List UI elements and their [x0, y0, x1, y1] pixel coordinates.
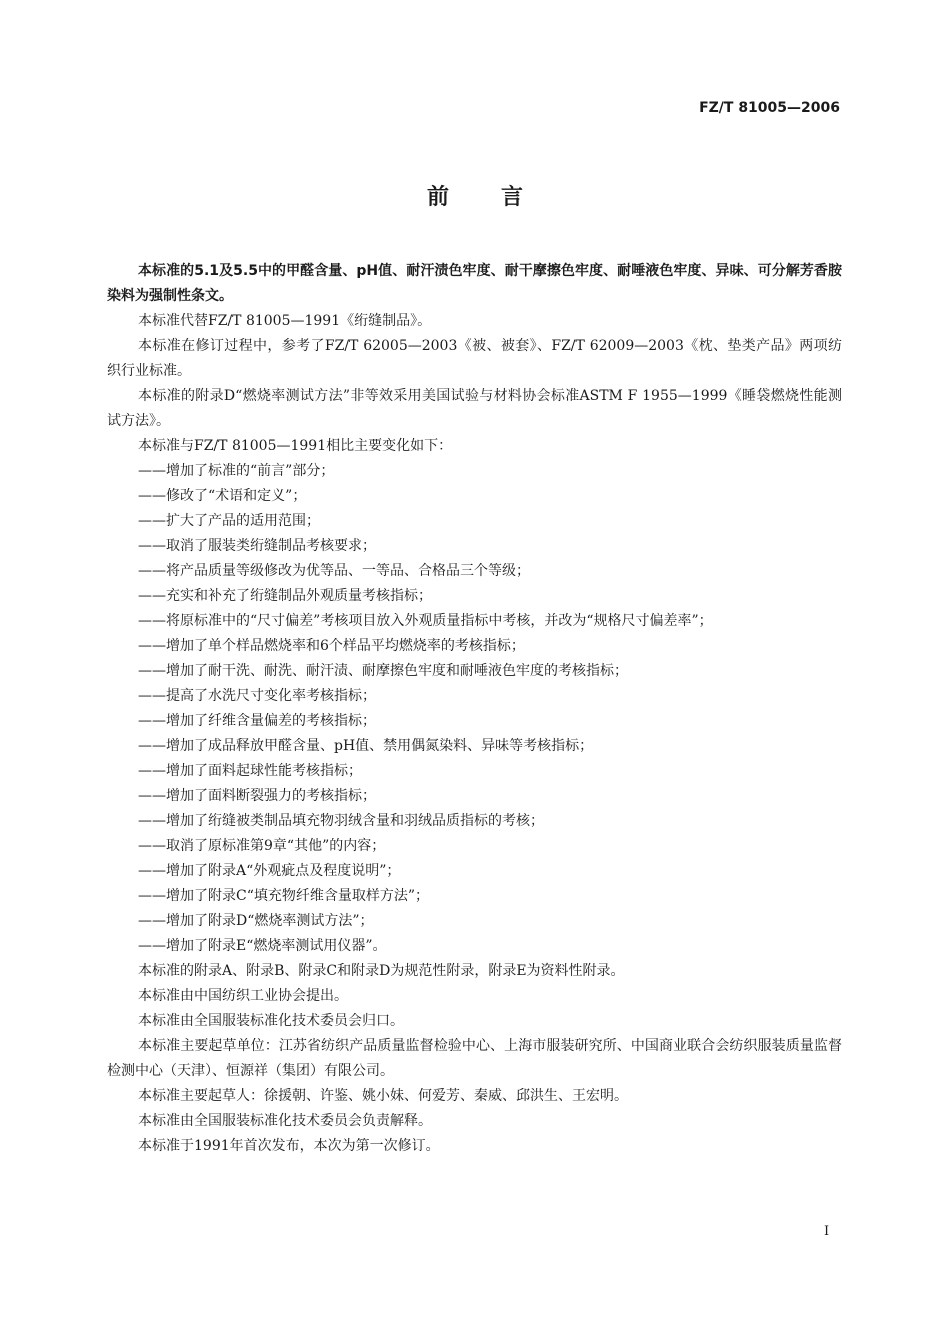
page-title: 前言: [426, 185, 575, 210]
standard-number: FZ/T 81005—2006: [699, 100, 840, 116]
change-item: ——提高了水洗尺寸变化率考核指标；: [138, 688, 376, 704]
annex-classification-paragraph: 本标准的附录A、附录B、附录C和附录D为规范性附录，附录E为资料性附录。: [138, 963, 625, 979]
change-item: ——修改了“术语和定义”；: [138, 488, 307, 504]
change-item: ——增加了成品释放甲醛含量、pH值、禁用偶氮染料、异味等考核指标；: [138, 738, 594, 754]
change-item: ——增加了附录E“燃烧率测试用仪器”。: [138, 938, 387, 954]
change-item: ——增加了面料起球性能考核指标；: [138, 763, 362, 779]
change-item: ——增加了标准的“前言”部分；: [138, 463, 335, 479]
proposer-paragraph: 本标准由中国纺织工业协会提出。: [138, 988, 348, 1004]
change-item: ——增加了纤维含量偏差的考核指标；: [138, 713, 376, 729]
change-item: ——扩大了产品的适用范围；: [138, 513, 320, 529]
change-item: ——增加了耐干洗、耐洗、耐汗渍、耐摩擦色牢度和耐唾液色牢度的考核指标；: [138, 663, 628, 679]
change-item: ——将产品质量等级修改为优等品、一等品、合格品三个等级；: [138, 563, 530, 579]
change-item: ——取消了服装类绗缝制品考核要求；: [138, 538, 376, 554]
publication-history-paragraph: 本标准于1991年首次发布，本次为第一次修订。: [138, 1138, 440, 1154]
change-item: ——取消了原标准第9章“其他”的内容；: [138, 838, 386, 854]
reference-paragraph: 本标准在修订过程中，参考了FZ/T 62005—2003《被、被套》、FZ/T 62009—2003《枕、垫类产品》两项纺织行业标准。: [107, 338, 842, 379]
change-item: ——增加了附录C“填充物纤维含量取样方法”；: [138, 888, 430, 904]
committee-paragraph: 本标准由全国服装标准化技术委员会归口。: [138, 1013, 404, 1029]
change-item: ——增加了附录D“燃烧率测试方法”；: [138, 913, 374, 929]
mandatory-clause-paragraph: 本标准的5.1及5.5中的甲醛含量、pH值、耐汗渍色牢度、耐干摩擦色牢度、耐唾液色牢度、异味、可分解芳香胺染料为强制性条文。: [107, 263, 842, 304]
annex-d-paragraph: 本标准的附录D“燃烧率测试方法”非等效采用美国试验与材料协会标准ASTM F 1955—1999《睡袋燃烧性能测试方法》。: [107, 388, 842, 429]
change-item: ——将原标准中的“尺寸偏差”考核项目放入外观质量指标中考核，并改为“规格尺寸偏差率”；: [138, 613, 713, 629]
change-item: ——增加了绗缝被类制品填充物羽绒含量和羽绒品质指标的考核；: [138, 813, 544, 829]
interpretation-paragraph: 本标准由全国服装标准化技术委员会负责解释。: [138, 1113, 432, 1129]
change-item: ——充实和补充了绗缝制品外观质量考核指标；: [138, 588, 432, 604]
page-number: I: [824, 1224, 830, 1239]
drafting-units-paragraph: 本标准主要起草单位：江苏省纺织产品质量监督检验中心、上海市服装研究所、中国商业联合会纺织服装质量监督检测中心（天津）、恒源祥（集团）有限公司。: [107, 1038, 842, 1079]
change-item: ——增加了附录A“外观疵点及程度说明”；: [138, 863, 401, 879]
changes-intro: 本标准与FZ/T 81005—1991相比主要变化如下：: [138, 438, 453, 454]
drafters-paragraph: 本标准主要起草人：徐援朝、许鉴、姚小妹、何爱芳、秦威、邱洪生、王宏明。: [138, 1088, 628, 1104]
foreword-body: [107, 259, 842, 1159]
replacement-paragraph: 本标准代替FZ/T 81005—1991《绗缝制品》。: [138, 313, 432, 329]
change-item: ——增加了单个样品燃烧率和6个样品平均燃烧率的考核指标；: [138, 638, 525, 654]
change-item: ——增加了面料断裂强力的考核指标；: [138, 788, 376, 804]
